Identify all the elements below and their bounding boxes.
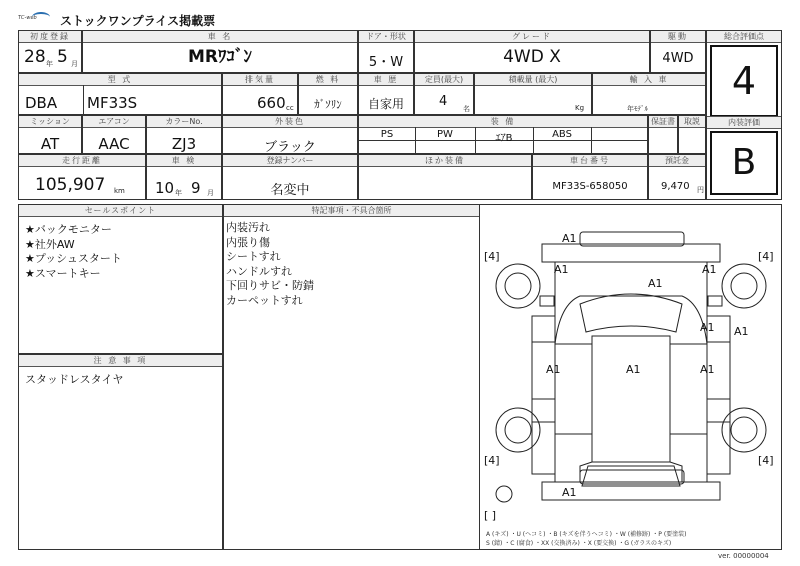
color-no-cell — [146, 115, 222, 154]
damage-mark: A1 — [702, 263, 717, 276]
damage-legend-2: S (錆) ・C (腐食) ・XX (交換済み) ・X (要交換) ・G (ガラスのキズ) — [486, 540, 672, 547]
equip-abs: ABS — [552, 129, 572, 140]
import-cell — [592, 73, 706, 115]
inspection-label: 車 検 — [147, 155, 221, 167]
aircon-label: エアコン — [83, 116, 145, 128]
chassis-no: MF33S-658050 — [552, 181, 628, 192]
chassis-label: 車台番号 — [533, 155, 647, 167]
reg-month: 5 — [57, 47, 68, 67]
cautions-list — [25, 373, 123, 387]
tire-fr-rating: [4] — [758, 250, 774, 263]
manual-cell — [678, 115, 706, 154]
grade-cell — [414, 30, 650, 73]
displacement-cell — [222, 73, 298, 115]
list-item: ★プッシュスタート — [25, 252, 122, 265]
grade: 4WD X — [503, 47, 561, 67]
color-no: ZJ3 — [171, 135, 197, 153]
equipment-label: 装 備 — [359, 116, 647, 128]
fuel: ｶﾞｿﾘﾝ — [314, 98, 342, 111]
insp-month: 9 — [191, 179, 201, 197]
deposit-cell — [648, 154, 706, 200]
door-type: 5・W — [368, 55, 404, 70]
insp-year-unit: 年 — [175, 189, 182, 197]
displacement-unit: cc — [286, 104, 294, 112]
mileage: 105,907 — [35, 175, 106, 195]
first-reg-cell — [18, 30, 82, 73]
reg-year: 28 — [24, 47, 46, 67]
list-item: スタッドレスタイヤ — [25, 373, 124, 386]
capacity-unit: 名 — [463, 105, 470, 113]
displacement: 660 — [257, 94, 286, 112]
list-item: ★社外AW — [25, 237, 75, 251]
overall-rating-label: 総合評価点 — [707, 31, 781, 43]
damage-mark: A1 — [626, 363, 641, 376]
first-reg-label: 初度登録 — [19, 31, 81, 43]
damage-mark: A1 — [734, 325, 749, 338]
cautions-label: 注 意 事 項 — [19, 355, 222, 367]
damage-mark: A1 — [700, 363, 715, 376]
fuel-cell — [298, 73, 358, 115]
list-item: シートすれ — [226, 250, 281, 263]
reg-month-unit: 月 — [71, 60, 78, 68]
plate: 名変中 — [270, 183, 310, 198]
chassis-cell — [532, 154, 648, 200]
mission-cell — [18, 115, 82, 154]
list-item: ハンドルすれ — [226, 264, 292, 278]
car-name-label: 車 名 — [83, 31, 357, 43]
mission: AT — [40, 135, 60, 153]
cautions-box — [18, 354, 223, 550]
version-label: ver. 00000004 — [718, 552, 769, 560]
damage-legend-1: A (キズ) ・U (ヘコミ) ・B (キズを伴うヘコミ) ・W (補修跡) ・P (要塗装) — [486, 531, 687, 538]
tire-rl-rating: [4] — [484, 454, 500, 467]
model-cell — [18, 73, 222, 115]
special-notes-box — [223, 204, 480, 550]
warranty-cell — [648, 115, 678, 154]
damage-mark: A1 — [554, 263, 569, 276]
deposit-unit: 円 — [697, 186, 704, 194]
list-item: ★スマートキー — [25, 266, 101, 280]
exterior-color-label: 外装色 — [223, 116, 357, 128]
interior-rating-label: 内装評価 — [707, 116, 781, 129]
plate-label: 登録ナンバー — [223, 155, 357, 167]
rating-panel — [706, 30, 782, 200]
insp-month-unit: 月 — [207, 189, 214, 197]
list-item: 内装汚れ — [226, 221, 270, 234]
list-item: 下回りサビ・防錆 — [226, 279, 314, 292]
equip-airbag: ｴｱB — [495, 133, 513, 144]
plate-cell — [222, 154, 358, 200]
manual-label: 取説 — [679, 116, 705, 128]
color-no-label: カラーNo. — [147, 116, 221, 128]
overall-rating: 4 — [710, 45, 778, 117]
warranty-label: 保証書 — [651, 117, 675, 126]
equip-pw: PW — [437, 129, 453, 140]
reg-year-unit: 年 — [46, 60, 53, 68]
list-item: ★バックモニター — [25, 223, 112, 236]
load-unit: Kg — [575, 104, 585, 112]
car-name-cell — [82, 30, 358, 73]
door-label: ドア・形状 — [359, 31, 413, 43]
displacement-label: 排気量 — [223, 74, 297, 86]
deposit-label: 預託金 — [649, 155, 705, 167]
spare-tire-rating: [ ] — [484, 509, 497, 522]
grade-label: グレード — [415, 31, 649, 43]
load-cell — [474, 73, 592, 115]
inspection-cell — [146, 154, 222, 200]
exterior-color-cell — [222, 115, 358, 154]
door-cell — [358, 30, 414, 73]
damage-mark: A1 — [562, 486, 577, 499]
car-history: 自家用 — [367, 97, 404, 111]
mission-label: ミッション — [19, 116, 81, 128]
history-cell — [358, 73, 414, 115]
model-prefix: DBA — [25, 94, 58, 112]
model-label: 型 式 — [19, 74, 221, 86]
import-label: 輸 入 車 — [593, 74, 705, 86]
other-equipment-cell — [358, 154, 532, 200]
damage-mark: A1 — [648, 277, 663, 290]
capacity-label: 定員(最大) — [415, 74, 473, 86]
interior-rating: B — [710, 131, 778, 195]
list-item: カーペットすれ — [226, 293, 303, 307]
import-note: 年ﾓﾃﾞﾙ — [627, 105, 648, 113]
logo: TC-web — [18, 15, 37, 21]
equip-ps: PS — [380, 129, 394, 140]
aircon: AAC — [98, 135, 130, 153]
special-notes-label: 特記事項・不具合箇所 — [224, 205, 479, 217]
equipment-cell — [358, 115, 648, 154]
sales-points-box — [18, 204, 223, 354]
car-diagram — [480, 204, 782, 550]
special-notes-list — [226, 221, 314, 308]
logo-swoosh-icon — [32, 12, 50, 22]
drive-cell — [650, 30, 706, 73]
aircon-cell — [82, 115, 146, 154]
sales-points-label: セールスポイント — [19, 205, 222, 217]
fuel-label: 燃 料 — [299, 74, 357, 86]
exterior-color: ブラック — [264, 140, 316, 155]
mileage-unit: km — [114, 187, 125, 195]
deposit: 9,470 — [661, 181, 690, 192]
tire-fl-rating: [4] — [484, 250, 500, 263]
sales-points-list — [25, 223, 122, 281]
damage-mark: A1 — [562, 232, 577, 245]
insp-year: 10 — [155, 179, 175, 197]
drive-label: 駆動 — [651, 31, 705, 43]
capacity-cell — [414, 73, 474, 115]
mileage-cell — [18, 154, 146, 200]
load-label: 積載量 (最大) — [475, 74, 591, 86]
damage-mark: A1 — [546, 363, 561, 376]
mileage-label: 走行距離 — [19, 155, 145, 167]
page-title: ストックワンプライス掲載票 — [60, 14, 216, 28]
drive: 4WD — [662, 51, 694, 66]
car-name: MRﾜｺﾞﾝ — [187, 47, 252, 67]
history-label: 車 歴 — [359, 74, 413, 86]
damage-mark: A1 — [700, 321, 715, 334]
capacity: 4 — [439, 94, 448, 109]
list-item: 内張り傷 — [226, 235, 270, 249]
model: MF33S — [87, 94, 138, 112]
other-equipment-label: ほか装備 — [359, 155, 531, 167]
tire-rr-rating: [4] — [758, 454, 774, 467]
